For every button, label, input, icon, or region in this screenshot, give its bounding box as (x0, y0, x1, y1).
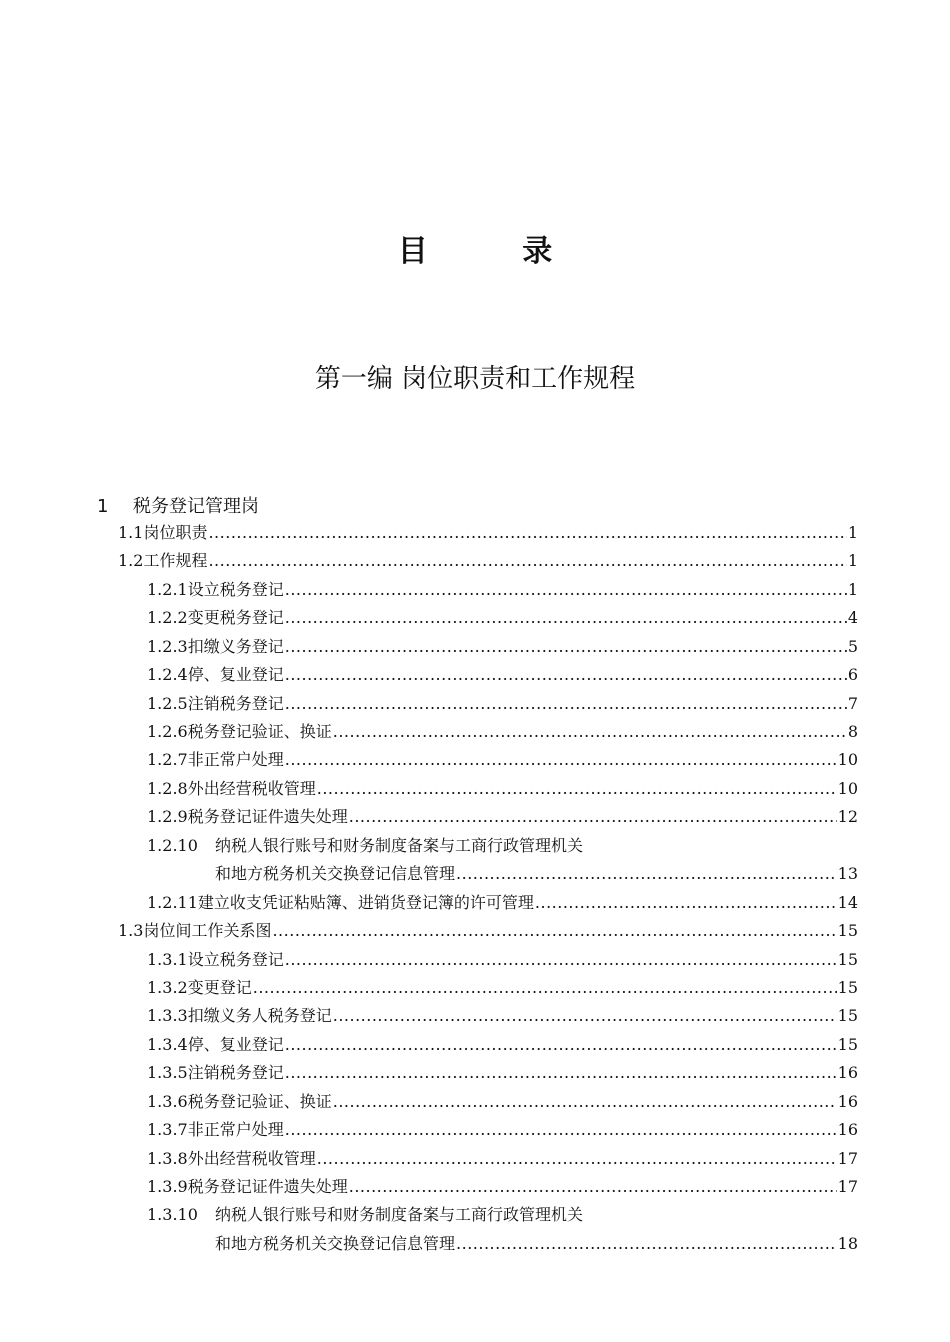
toc-leader (272, 917, 836, 945)
toc-leader (253, 974, 837, 1002)
chapter-heading (97, 492, 259, 518)
toc-label: 停、复业登记 (187, 1035, 284, 1054)
toc-page: 1 (847, 551, 858, 570)
toc-page: 8 (847, 722, 858, 741)
toc-page: 14 (837, 893, 858, 912)
toc-page: 12 (837, 807, 858, 826)
toc-leader (333, 1002, 837, 1030)
toc-label: 注销税务登记 (187, 1063, 284, 1082)
toc-number: 1.3.8 (147, 1149, 188, 1168)
toc-entry[interactable] (147, 974, 858, 1002)
toc-entry[interactable] (147, 832, 858, 860)
toc-number: 1.2.5 (147, 694, 188, 713)
toc-label: 扣缴义务登记 (187, 637, 284, 656)
toc-entry[interactable] (147, 1145, 858, 1173)
toc-page: 10 (837, 750, 858, 769)
toc-leader (456, 1230, 837, 1258)
toc-label: 税务登记证件遗失处理 (187, 807, 348, 826)
toc-entry[interactable] (147, 576, 858, 604)
toc-page: 17 (837, 1177, 858, 1196)
toc-entry[interactable] (147, 803, 858, 831)
toc-number: 1.3.6 (147, 1092, 188, 1111)
toc-page: 1 (847, 523, 858, 542)
toc-number: 1.2.4 (147, 665, 188, 684)
toc-entry[interactable] (147, 718, 858, 746)
toc-leader (317, 775, 837, 803)
toc-number: 1.2.10 (147, 836, 198, 855)
toc-page: 15 (837, 1006, 858, 1025)
toc-label: 税务登记验证、换证 (187, 1092, 332, 1111)
toc-page: 5 (847, 637, 858, 656)
toc-label: 岗位间工作关系图 (143, 921, 272, 940)
toc-number: 1.3.5 (147, 1063, 188, 1082)
toc-label-continuation: 和地方税务机关交换登记信息管理 (215, 1234, 456, 1253)
toc-leader (285, 1031, 837, 1059)
toc-page: 4 (847, 608, 858, 627)
toc-label: 非正常户处理 (187, 750, 284, 769)
toc-number: 1.3.2 (147, 978, 188, 997)
toc-entry[interactable] (147, 1116, 858, 1144)
toc-label: 纳税人银行账号和财务制度备案与工商行政管理机关 (215, 836, 584, 855)
toc-entry[interactable] (147, 946, 858, 974)
toc-label: 建立收支凭证粘贴簿、进销货登记簿的许可管理 (197, 893, 534, 912)
toc-leader (285, 746, 837, 774)
toc-entry[interactable] (147, 1088, 858, 1116)
toc-label: 注销税务登记 (187, 694, 284, 713)
toc-label: 纳税人银行账号和财务制度备案与工商行政管理机关 (215, 1205, 584, 1224)
toc-page: 15 (837, 978, 858, 997)
toc-page: 18 (837, 1234, 858, 1253)
toc-leader (285, 633, 847, 661)
toc-entry[interactable] (147, 889, 858, 917)
toc-label: 外出经营税收管理 (187, 779, 316, 798)
toc-entry[interactable] (147, 1002, 858, 1030)
toc-label: 工作规程 (143, 551, 208, 570)
toc-entry[interactable] (147, 661, 858, 689)
toc-page: 7 (847, 694, 858, 713)
toc-number: 1.2.11 (147, 893, 198, 912)
toc-label: 扣缴义务人税务登记 (187, 1006, 332, 1025)
toc-number: 1.2 (118, 551, 144, 570)
toc-leader (285, 576, 847, 604)
toc-leader (535, 889, 837, 917)
toc-page: 17 (837, 1149, 858, 1168)
chapter-label: 税务登记管理岗 (133, 496, 259, 517)
toc-entry[interactable] (118, 917, 858, 945)
toc-leader (208, 547, 846, 575)
toc-label: 岗位职责 (143, 523, 208, 542)
page-title: 目 录 (397, 234, 595, 269)
toc-number: 1.3.3 (147, 1006, 188, 1025)
toc-number: 1.2.2 (147, 608, 188, 627)
toc-leader (333, 1088, 837, 1116)
toc-label: 停、复业登记 (187, 665, 284, 684)
toc-leader (285, 661, 847, 689)
toc-entry[interactable] (147, 690, 858, 718)
toc-label-continuation: 和地方税务机关交换登记信息管理 (215, 864, 456, 883)
toc-number: 1.2.6 (147, 722, 188, 741)
toc-entry[interactable] (147, 604, 858, 632)
toc-entry-continuation[interactable] (147, 860, 858, 888)
toc-number: 1.2.7 (147, 750, 188, 769)
toc-entry-continuation[interactable] (147, 1230, 858, 1258)
toc-label: 变更税务登记 (187, 608, 284, 627)
toc-number: 1.3.10 (147, 1205, 198, 1224)
toc-leader (285, 1059, 837, 1087)
toc-number: 1.2.1 (147, 580, 188, 599)
toc-page: 16 (837, 1092, 858, 1111)
toc-page: 10 (837, 779, 858, 798)
toc-number: 1.3 (118, 921, 144, 940)
toc-number: 1.3.1 (147, 950, 188, 969)
toc-entry[interactable] (147, 1173, 858, 1201)
toc-leader (285, 604, 847, 632)
toc-page: 1 (847, 580, 858, 599)
toc-label: 税务登记验证、换证 (187, 722, 332, 741)
toc-label: 设立税务登记 (187, 950, 284, 969)
toc-entry[interactable] (147, 1031, 858, 1059)
toc-label: 税务登记证件遗失处理 (187, 1177, 348, 1196)
toc-number: 1.3.7 (147, 1120, 188, 1139)
toc-entry[interactable] (147, 1059, 858, 1087)
toc-page: 15 (837, 950, 858, 969)
toc-entry[interactable] (147, 746, 858, 774)
toc-leader (349, 1173, 837, 1201)
toc-page: 16 (837, 1120, 858, 1139)
toc-leader (317, 1145, 837, 1173)
toc-number: 1.2.9 (147, 807, 188, 826)
toc-number: 1.2.3 (147, 637, 188, 656)
toc-leader (285, 690, 847, 718)
toc-page: 16 (837, 1063, 858, 1082)
toc-label: 变更登记 (187, 978, 252, 997)
toc-entry[interactable] (118, 519, 858, 547)
toc-page: 15 (837, 1035, 858, 1054)
toc-page: 6 (847, 665, 858, 684)
toc-leader (349, 803, 837, 831)
toc-label: 外出经营税收管理 (187, 1149, 316, 1168)
toc-number: 1.3.9 (147, 1177, 188, 1196)
toc-number: 1.3.4 (147, 1035, 188, 1054)
toc-number: 1.1 (118, 523, 144, 542)
part-title: 第一编 岗位职责和工作规程 (314, 364, 636, 394)
toc-entry[interactable] (147, 633, 858, 661)
toc-entry[interactable] (118, 547, 858, 575)
toc-leader (456, 860, 837, 888)
toc-leader (208, 519, 846, 547)
toc-leader (285, 946, 837, 974)
toc-page: 13 (837, 864, 858, 883)
toc-leader (333, 718, 847, 746)
chapter-number: 1 (97, 496, 109, 517)
toc-entry[interactable] (147, 1201, 858, 1229)
toc-page: 15 (837, 921, 858, 940)
toc-leader (285, 1116, 837, 1144)
toc-label: 非正常户处理 (187, 1120, 284, 1139)
toc-label: 设立税务登记 (187, 580, 284, 599)
toc-number: 1.2.8 (147, 779, 188, 798)
toc-entry[interactable] (147, 775, 858, 803)
